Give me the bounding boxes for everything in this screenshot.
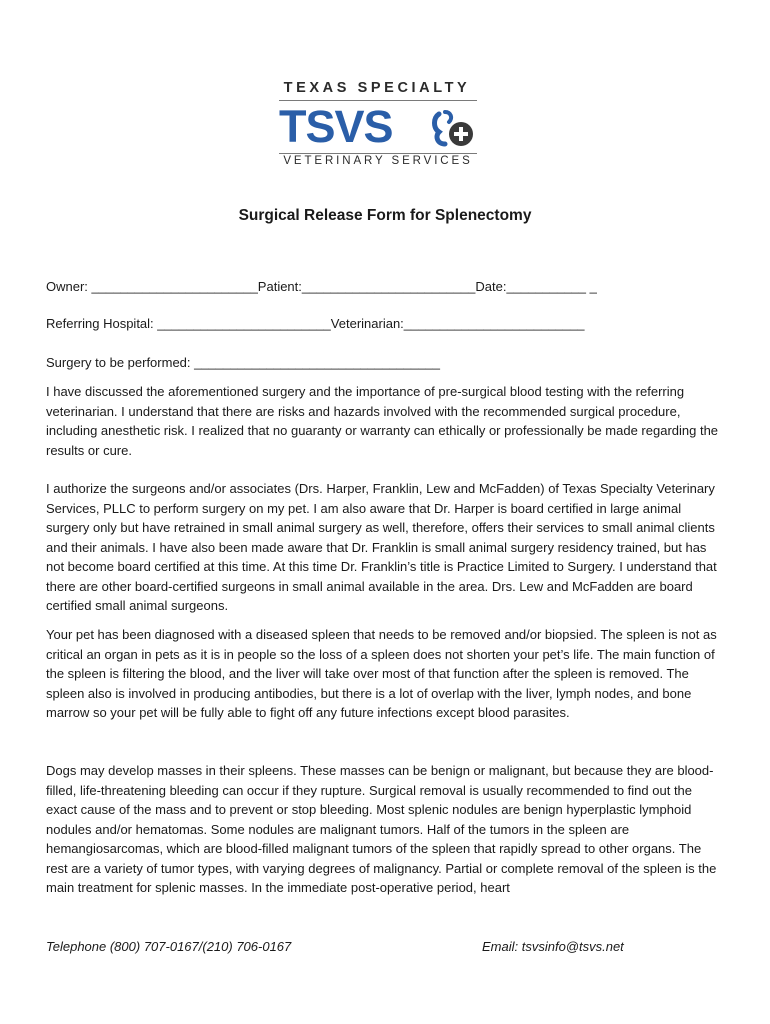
logo-rule-bottom bbox=[279, 153, 477, 154]
logo-bottom-text: VETERINARY SERVICES bbox=[283, 155, 473, 167]
hospital-veterinarian-fields[interactable]: Referring Hospital: ________________________Veterinarian:_________________________ bbox=[46, 316, 585, 331]
paragraph-diagnosis: Your pet has been diagnosed with a diseased spleen that needs to be removed and/or biopsied. The spleen is not as critical an organ in pets as it is in people so the loss of a spleen does not shorten your pet’s life. The main function of the spleen is filtering the blood, and the liver will take over most of that function after the spleen is removed. The spleen also is involved in producing antibodies, but there is a lot of overlap with the liver, lymph nodes, and bone marrow so your pet will be fully able to fight off any future infections except blood parasites. bbox=[46, 627, 717, 720]
footer-email: Email: tsvsinfo@tsvs.net bbox=[482, 939, 624, 954]
logo-mark: TSVS bbox=[279, 101, 393, 152]
owner-patient-date-fields[interactable]: Owner: _______________________Patient:________________________Date:___________ _ bbox=[46, 279, 597, 294]
tsvs-logo bbox=[279, 80, 479, 170]
form-title: Surgical Release Form for Splenectomy bbox=[238, 207, 532, 224]
logo-top-text: TEXAS SPECIALTY bbox=[283, 80, 471, 96]
surgery-field[interactable]: Surgery to be performed: __________________________________ bbox=[46, 355, 440, 370]
paragraph-consent: I have discussed the aforementioned surgery and the importance of pre-surgical blood testing with the referring veterinarian. I understand that there are risks and hazards involved with the recommended surgical procedure, including anesthetic risk. I realized that no guaranty or warranty can ethically or professionally be made regarding the results or cure. bbox=[46, 384, 719, 458]
footer-telephone: Telephone (800) 707-0167/(210) 706-0167 bbox=[46, 939, 292, 954]
pet-cross-icon bbox=[431, 108, 475, 148]
paragraph-authorization: I authorize the surgeons and/or associates (Drs. Harper, Franklin, Lew and McFadden) of Texas Specialty Veterinary Services, PLLC to perform surgery on my pet. I am also aware that Dr. Harper is board certified in large animal surgery only but have retrained in small animal surgery as well, therefore, offers their services to small animal clients and their animals. I have also been made aware that Dr. Franklin is small animal surgery residency trained, but has not become board certified at this time. At this time Dr. Franklin’s title is Practice Limited to Surgery. I understand that there are other board-certified surgeons in small animal available in the area. Drs. Lew and McFadden are board certified small animal surgeons. bbox=[46, 481, 717, 613]
paragraph-masses: Dogs may develop masses in their spleens. These masses can be benign or malignant, but because they are blood-filled, life-threatening bleeding can occur if they rupture. Surgical removal is usually recommended to find out the exact cause of the mass and to prevent or stop bleeding. Most splenic nodules are benign hyperplastic lymphoid nodules and/or hematomas. Some nodules are malignant tumors. Half of the tumors in the spleen are hemangiosarcomas, which are blood-filled malignant tumors of the spleen that rapidly spread to other organs. The rest are a variety of tumor types, with varying degrees of malignancy. Partial or complete removal of the spleen is the main treatment for splenic masses. In the immediate post-operative period, heart bbox=[46, 763, 717, 895]
